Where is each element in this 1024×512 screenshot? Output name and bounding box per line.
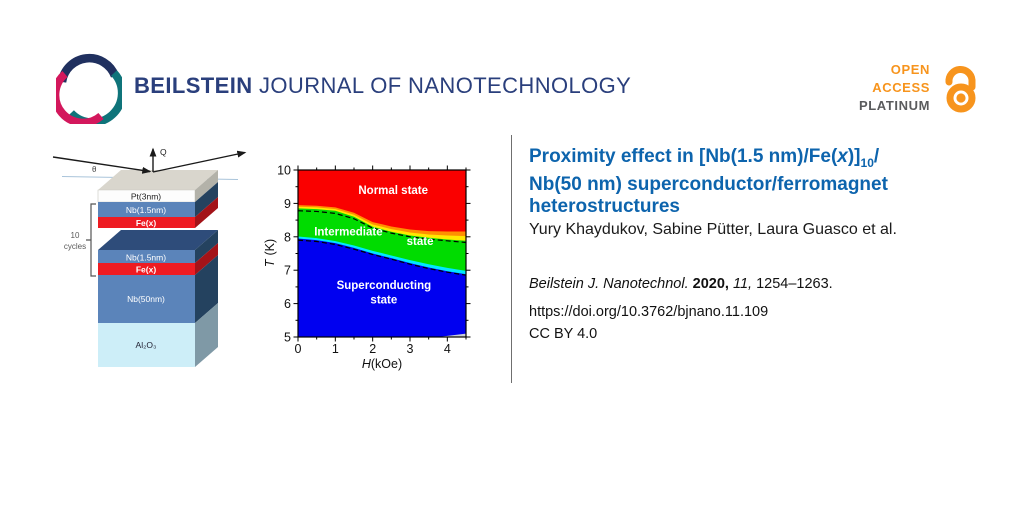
layer-fe2-label: Fe(x) bbox=[135, 264, 157, 275]
y-tick-label: 8 bbox=[284, 230, 291, 245]
reflected-beam-arrow bbox=[153, 153, 245, 173]
layer-pt-label: Pt(3nm) bbox=[130, 191, 162, 202]
vertical-divider bbox=[511, 135, 512, 383]
journal-name-bold: BEILSTEIN bbox=[134, 73, 253, 98]
open-access-line3: PLATINUM bbox=[859, 98, 930, 113]
cycles-word: cycles bbox=[63, 242, 87, 251]
citation-year: 2020, bbox=[692, 276, 729, 292]
title-subscript: 10 bbox=[860, 155, 874, 170]
lock-keyhole bbox=[956, 93, 965, 102]
state-label: Intermediate bbox=[314, 226, 383, 239]
doi-link[interactable]: https://doi.org/10.3762/bjnano.11.109 bbox=[529, 304, 769, 320]
open-lock-icon bbox=[934, 54, 992, 118]
author-list: Yury Khaydukov, Sabine Pütter, Laura Guasco et al. bbox=[529, 221, 897, 238]
x-tick-label: 4 bbox=[443, 342, 451, 356]
logo-arc-navy bbox=[62, 58, 115, 82]
citation-volume: 11, bbox=[732, 276, 753, 292]
y-tick-label: 5 bbox=[284, 330, 291, 345]
citation-line bbox=[529, 276, 999, 292]
y-axis-label: T(K) bbox=[263, 238, 277, 268]
incident-beam-arrow bbox=[53, 157, 150, 172]
x-tick-label: 0 bbox=[294, 342, 302, 356]
license-label: CC BY 4.0 bbox=[529, 326, 598, 342]
state-label: Superconducting bbox=[336, 280, 432, 293]
citation-journal: Beilstein J. Nanotechnol. bbox=[529, 276, 689, 292]
journal-name-rest: JOURNAL OF NANOTECHNOLOGY bbox=[252, 73, 632, 98]
beilstein-logo bbox=[56, 50, 122, 124]
x-tick-label: 1 bbox=[331, 342, 339, 356]
title-text: Proximity effect in [Nb(1.5 nm)/Fe( bbox=[529, 146, 838, 167]
citation-pages: 1254–1263. bbox=[756, 276, 833, 292]
multilayer-stack-figure bbox=[30, 138, 260, 384]
open-access-line2: ACCESS bbox=[872, 80, 930, 95]
y-tick-label: 7 bbox=[284, 263, 291, 278]
state-label: state bbox=[370, 294, 398, 307]
title-text: )] bbox=[847, 146, 861, 167]
x-tick-label: 2 bbox=[369, 342, 377, 356]
state-label: Normal state bbox=[358, 185, 429, 198]
y-tick-label: 6 bbox=[284, 297, 291, 312]
y-tick-label: 9 bbox=[284, 196, 291, 211]
state-label: state bbox=[406, 235, 434, 248]
x-axis-label: H(kOe) bbox=[361, 357, 403, 371]
layer-substrate-label: Al₂O₃ bbox=[135, 340, 157, 350]
article-title bbox=[529, 146, 984, 218]
theta-angle-label: θ bbox=[92, 165, 97, 174]
x-tick-label: 3 bbox=[406, 342, 414, 356]
layer-nb50-label: Nb(50nm) bbox=[127, 294, 165, 304]
y-tick-label: 10 bbox=[277, 163, 291, 178]
title-text: / bbox=[873, 146, 880, 167]
cycles-count: 10 bbox=[70, 231, 80, 240]
layer-nb2-label: Nb(1.5nm) bbox=[125, 252, 167, 263]
layer-nb1-label: Nb(1.5nm) bbox=[125, 205, 167, 215]
phase-diagram-chart bbox=[262, 142, 512, 384]
q-vector-label: Q bbox=[160, 147, 167, 157]
layer-fe1-label: Fe(x) bbox=[135, 218, 157, 228]
title-text: Nb(50 nm) superconductor/ferromagnet heterostructures bbox=[529, 173, 888, 217]
open-access-line1: OPEN bbox=[890, 62, 930, 77]
journal-name bbox=[134, 73, 631, 99]
cycles-bracket bbox=[86, 204, 96, 276]
title-italic-x: x bbox=[837, 146, 848, 167]
